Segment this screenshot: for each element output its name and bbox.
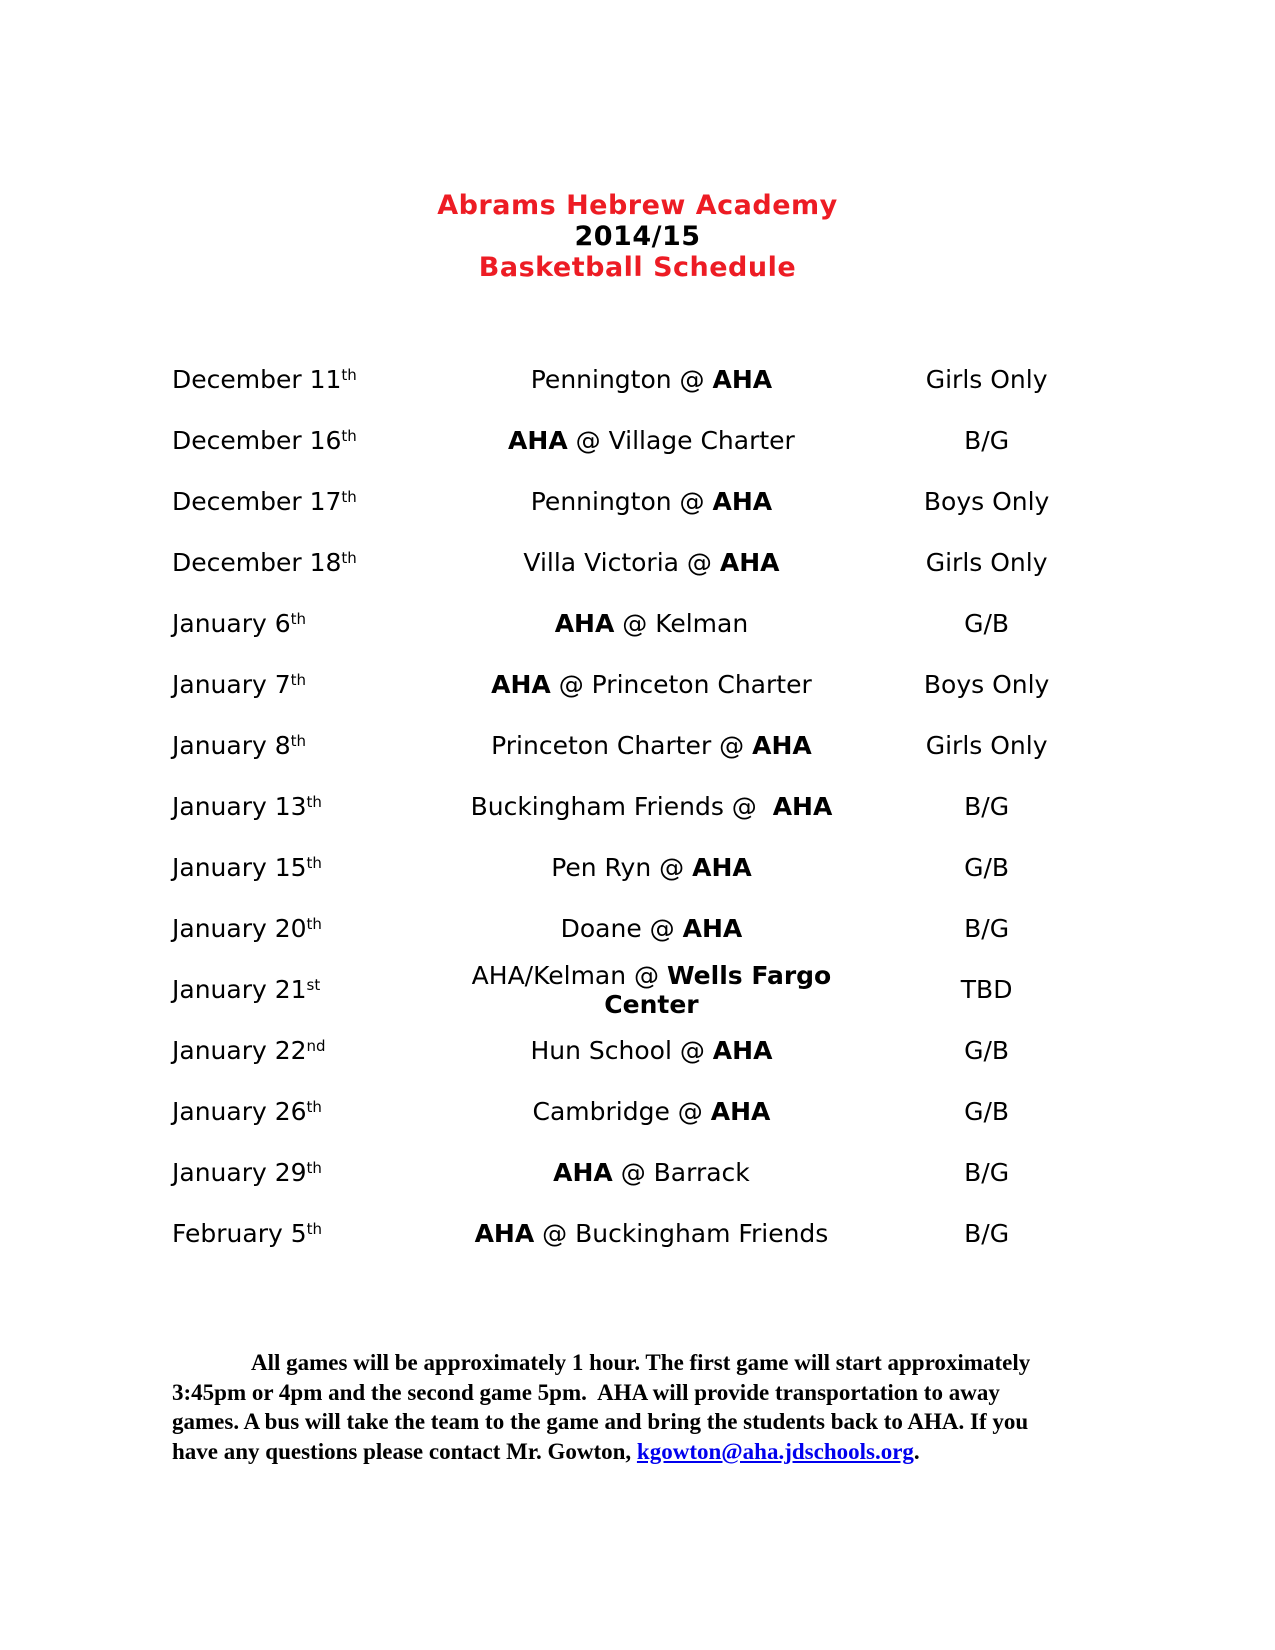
matchup-suffix-text: @ Princeton Charter [550, 670, 812, 699]
game-date-text: January 21 [172, 975, 307, 1004]
matchup-prefix-text: Hun School @ [530, 1036, 713, 1065]
schedule-title: Basketball Schedule [478, 252, 797, 283]
game-date-text: January 6 [172, 609, 291, 638]
schedule-table [172, 349, 1103, 1264]
matchup-prefix-text: Cambridge @ [532, 1097, 711, 1126]
game-date-text: January 26 [172, 1097, 307, 1126]
game-matchup-cell [433, 1081, 871, 1142]
date-ordinal-superscript: th [290, 731, 307, 750]
schedule-row [172, 715, 1103, 776]
matchup-bold-text: AHA [553, 1158, 613, 1187]
game-date-text: December 17 [172, 487, 342, 516]
game-category-cell: Girls Only [925, 731, 1048, 760]
matchup-bold-text: AHA [719, 548, 780, 577]
game-matchup-cell [433, 349, 871, 410]
game-matchup-cell [433, 1020, 871, 1081]
matchup-prefix-text: Pennington @ [530, 365, 713, 394]
game-matchup-cell [433, 532, 871, 593]
date-ordinal-superscript: th [290, 609, 307, 628]
matchup-bold-text: AHA [712, 365, 773, 394]
matchup-bold-text: AHA [772, 792, 833, 821]
date-ordinal-superscript: th [290, 670, 307, 689]
game-date-text: December 18 [172, 548, 342, 577]
game-date-cell [172, 654, 433, 715]
matchup-bold-text: AHA [682, 914, 743, 943]
date-ordinal-superscript: st [306, 975, 321, 994]
game-matchup-cell [433, 593, 871, 654]
game-category-cell: Girls Only [925, 548, 1048, 577]
schedule-row [172, 837, 1103, 898]
matchup-prefix-text: Pen Ryn @ [551, 853, 693, 882]
schedule-row [172, 1020, 1103, 1081]
matchup-bold-text: AHA [712, 1036, 773, 1065]
game-category-cell: G/B [964, 1036, 1010, 1065]
game-category-cell: B/G [964, 426, 1010, 455]
matchup-prefix-text: Villa Victoria @ [523, 548, 720, 577]
game-category-cell: G/B [964, 609, 1010, 638]
game-matchup-cell [433, 959, 871, 1020]
email-link[interactable]: kgowton@aha.jdschools.org [636, 1438, 914, 1464]
game-date-cell [172, 776, 433, 837]
schedule-row [172, 471, 1103, 532]
schedule-body [172, 349, 1103, 1264]
schedule-row [172, 654, 1103, 715]
game-matchup-cell [433, 776, 871, 837]
game-date-text: January 7 [172, 670, 291, 699]
schedule-row [172, 349, 1103, 410]
schedule-row [172, 1142, 1103, 1203]
matchup-bold-text: AHA [752, 731, 812, 760]
date-ordinal-superscript: nd [306, 1036, 326, 1055]
game-matchup-cell [433, 1142, 871, 1203]
game-date-text: December 16 [172, 426, 342, 455]
date-ordinal-superscript: th [341, 365, 357, 384]
game-matchup-cell [433, 654, 871, 715]
game-category-cell: Boys Only [923, 670, 1050, 699]
game-date-text: January 13 [172, 792, 307, 821]
matchup-prefix-text: Princeton Charter @ [491, 731, 753, 760]
game-date-cell [172, 898, 433, 959]
date-ordinal-superscript: th [341, 426, 357, 445]
game-category-cell: B/G [964, 914, 1010, 943]
game-date-text: January 29 [172, 1158, 307, 1187]
matchup-bold-text: AHA [692, 853, 752, 882]
game-category-cell: B/G [964, 1219, 1010, 1248]
matchup-prefix-text: AHA/Kelman @ [471, 960, 667, 990]
schedule-row [172, 898, 1103, 959]
game-date-cell [172, 715, 433, 776]
game-date-text: February 5 [172, 1219, 307, 1248]
matchup-prefix-text: Doane @ [560, 914, 683, 943]
matchup-bold-text: AHA [474, 1219, 535, 1248]
game-date-cell [172, 1203, 433, 1264]
game-matchup-cell [433, 837, 871, 898]
game-date-cell [172, 593, 433, 654]
game-date-cell [172, 837, 433, 898]
season-year: 2014/15 [574, 221, 701, 252]
game-date-cell [172, 959, 433, 1020]
matchup-bold-text: AHA [491, 670, 551, 699]
date-ordinal-superscript: th [306, 853, 322, 872]
game-category-cell: Girls Only [925, 365, 1048, 394]
matchup-suffix-text: @ Buckingham Friends [534, 1219, 829, 1248]
matchup-bold-text: AHA [554, 609, 615, 638]
game-date-text: December 11 [172, 365, 342, 394]
date-ordinal-superscript: th [341, 487, 357, 506]
matchup-suffix-text: @ Kelman [614, 609, 749, 638]
matchup-bold-text: Wells Fargo Center [604, 960, 840, 1019]
game-date-text: January 22 [172, 1036, 307, 1065]
game-category-cell: G/B [964, 853, 1010, 882]
game-category-cell: B/G [964, 1158, 1010, 1187]
matchup-suffix-text: @ Barrack [612, 1158, 750, 1187]
game-matchup-cell [433, 898, 871, 959]
game-date-text: January 8 [172, 731, 291, 760]
matchup-bold-text: AHA [508, 426, 568, 455]
game-matchup-cell [433, 410, 871, 471]
game-date-cell [172, 532, 433, 593]
game-date-cell [172, 1142, 433, 1203]
date-ordinal-superscript: th [306, 792, 322, 811]
matchup-prefix-text: Pennington @ [530, 487, 713, 516]
date-ordinal-superscript: th [306, 1219, 323, 1238]
game-matchup-cell [433, 471, 871, 532]
footer-note-text: All games will be approximately 1 hour. The first game will start approximately 3:45pm or 4pm and the second game 5pm. AHA will provide transportation to away games. A bus will take the team to the game and bring the students back to AHA. If you have any questions please contact Mr. Gowton, [172, 1350, 1036, 1464]
game-date-text: January 15 [172, 853, 307, 882]
document-header [172, 190, 1103, 283]
matchup-suffix-text: @ Village Charter [567, 426, 795, 455]
game-date-text: January 20 [172, 914, 307, 943]
matchup-bold-text: AHA [712, 487, 773, 516]
date-ordinal-superscript: th [306, 1097, 322, 1116]
game-category-cell: G/B [964, 1097, 1010, 1126]
schedule-row [172, 959, 1103, 1020]
game-date-cell [172, 471, 433, 532]
schedule-row [172, 1081, 1103, 1142]
schedule-row [172, 1203, 1103, 1264]
footer-note [172, 1348, 1057, 1466]
schedule-row [172, 593, 1103, 654]
game-category-cell: Boys Only [923, 487, 1050, 516]
date-ordinal-superscript: th [306, 1158, 322, 1177]
game-date-cell [172, 1020, 433, 1081]
game-date-cell [172, 410, 433, 471]
school-name-title: Abrams Hebrew Academy [437, 190, 838, 221]
matchup-prefix-text: Buckingham Friends @ [470, 792, 773, 821]
schedule-row [172, 532, 1103, 593]
game-matchup-cell [433, 1203, 871, 1264]
schedule-row [172, 776, 1103, 837]
game-matchup-cell [433, 715, 871, 776]
game-category-cell: B/G [964, 792, 1010, 821]
footer-note-suffix: . [913, 1438, 920, 1464]
date-ordinal-superscript: th [341, 548, 357, 567]
game-date-cell [172, 1081, 433, 1142]
game-date-cell [172, 349, 433, 410]
matchup-bold-text: AHA [710, 1097, 771, 1126]
game-category-cell: TBD [960, 975, 1013, 1004]
schedule-row [172, 410, 1103, 471]
date-ordinal-superscript: th [306, 914, 322, 933]
